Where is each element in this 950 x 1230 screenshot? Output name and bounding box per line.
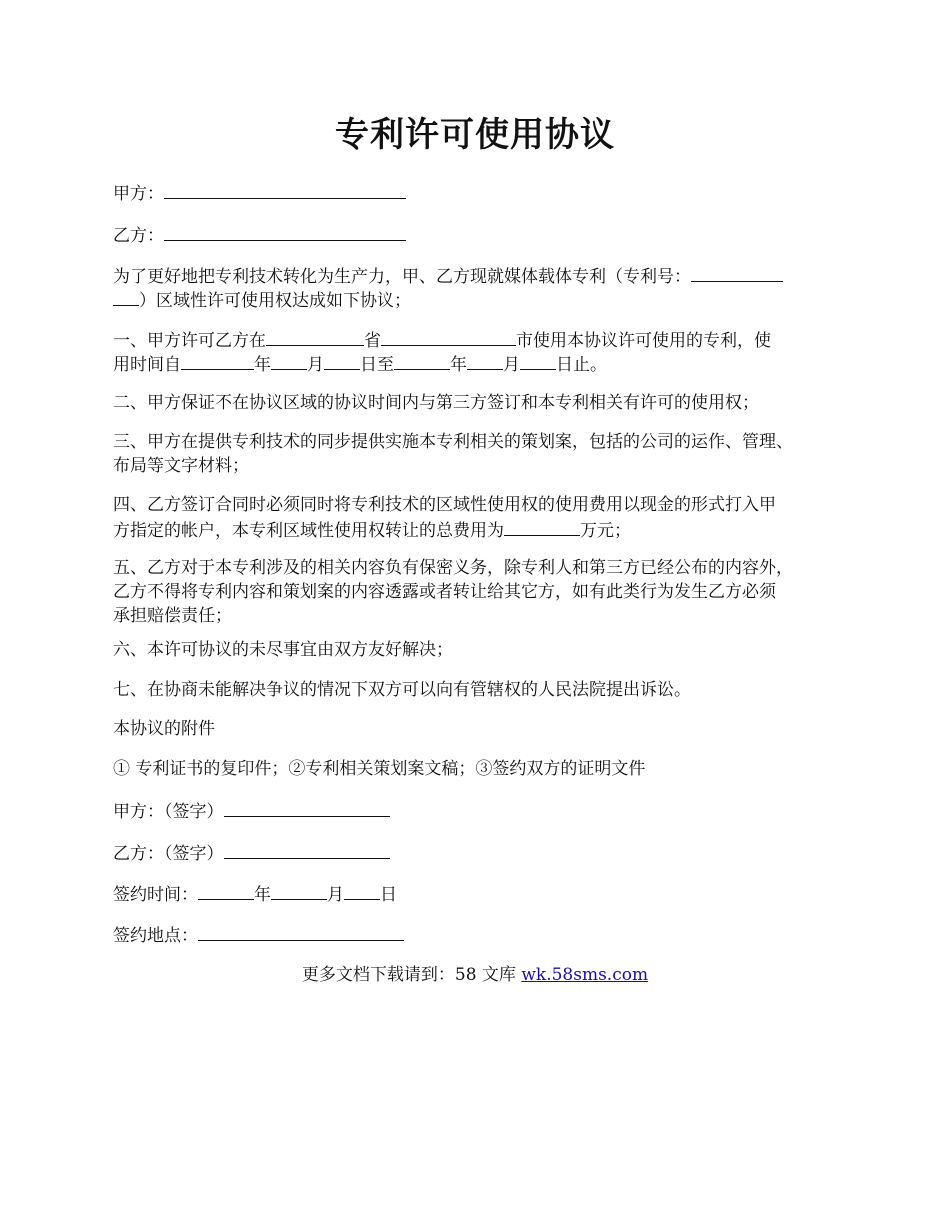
sign-place-line [113, 922, 848, 948]
clause-4-line-1: 四、乙方签订合同时必须同时将专利技术的区域性使用权的使用费用以现金的形式打入甲 [113, 495, 776, 515]
clause-1-text-c: 市使用本协议许可使用的专利，使 [516, 331, 771, 351]
city-blank [381, 327, 516, 346]
start-month-blank [271, 351, 307, 370]
clause-4-text-a: 方指定的帐户，本专利区域性使用权转让的总费用为 [113, 521, 504, 541]
clause-5-line-1: 五、乙方对于本专利涉及的相关内容负有保密义务，除专利人和第三方已经公布的内容外， [113, 558, 793, 578]
intro-text-2: ）区域性许可使用权达成如下协议； [139, 291, 411, 311]
clause-1-year-2: 年 [450, 355, 467, 375]
sign-date-line [113, 881, 848, 907]
clause-1-end: 日止。 [556, 355, 607, 375]
clause-4-line-2 [113, 517, 848, 543]
intro-line-1 [113, 263, 848, 289]
footer [0, 963, 950, 987]
sign-b-line [113, 840, 848, 866]
attachments-list: ① 专利证书的复印件；②专利相关策划案文稿；③签约双方的证明文件 [113, 759, 646, 779]
sign-a-label: 甲方：（签字） [113, 802, 224, 822]
clause-1-year: 年 [254, 355, 271, 375]
sign-year-blank [198, 881, 254, 900]
clause-5-line-3: 承担赔偿责任； [113, 606, 232, 626]
party-b-blank [164, 222, 406, 241]
sign-place-blank [198, 922, 404, 941]
sign-date-day: 日 [380, 885, 397, 905]
patent-number-blank-cont [113, 287, 139, 306]
party-a-blank [164, 180, 406, 199]
sign-a-blank [224, 798, 390, 817]
end-month-blank [467, 351, 503, 370]
footer-text: 更多文档下载请到：58 文库 [301, 965, 522, 985]
end-year-blank [394, 351, 450, 370]
party-b-line [113, 222, 848, 248]
clause-1-day-to: 日至 [360, 355, 394, 375]
sign-b-blank [224, 840, 390, 859]
sign-a-line [113, 798, 848, 824]
end-day-blank [520, 351, 556, 370]
clause-1-text-a: 一、甲方许可乙方在 [113, 331, 266, 351]
party-a-label: 甲方： [113, 184, 164, 204]
document-title: 专利许可使用协议 [335, 115, 615, 155]
start-day-blank [324, 351, 360, 370]
sign-place-label: 签约地点： [113, 926, 198, 946]
patent-number-blank [691, 263, 783, 282]
attachments-heading: 本协议的附件 [113, 719, 215, 739]
clause-4-text-b: 万元； [580, 521, 631, 541]
clause-1-line-2 [113, 351, 848, 377]
province-blank [266, 327, 364, 346]
clause-7: 七、在协商未能解决争议的情况下双方可以向有管辖权的人民法院提出诉讼。 [113, 680, 691, 700]
clause-1-month: 月 [307, 355, 324, 375]
clause-6: 六、本许可协议的未尽事宜由双方友好解决； [113, 640, 453, 660]
sign-date-label: 签约时间： [113, 885, 198, 905]
clause-5-line-2: 乙方不得将专利内容和策划案的内容透露或者转让给其它方，如有此类行为发生乙方必须 [113, 582, 776, 602]
footer-link[interactable]: wk.58sms.com [521, 965, 649, 985]
sign-month-blank [271, 881, 327, 900]
party-a-line [113, 180, 848, 206]
clause-3-line-1: 三、甲方在提供专利技术的同步提供实施本专利相关的策划案，包括的公司的运作、管理、 [113, 432, 793, 452]
party-b-label: 乙方： [113, 226, 164, 246]
intro-line-2 [113, 287, 848, 313]
clause-2: 二、甲方保证不在协议区域的协议时间内与第三方签订和本专利相关有许可的使用权； [113, 393, 759, 413]
sign-date-month: 月 [327, 885, 344, 905]
clause-1-text-b: 省 [364, 331, 381, 351]
clause-1-month-2: 月 [503, 355, 520, 375]
intro-text-1: 为了更好地把专利技术转化为生产力，甲、乙方现就媒体载体专利（专利号： [113, 267, 691, 287]
total-fee-blank [504, 517, 580, 536]
clause-1-line-1 [113, 327, 848, 353]
clause-1-text-d: 用时间自 [113, 355, 181, 375]
sign-b-label: 乙方：（签字） [113, 844, 224, 864]
clause-3-line-2: 布局等文字材料； [113, 456, 249, 476]
start-year-blank [181, 351, 254, 370]
sign-date-year: 年 [254, 885, 271, 905]
sign-day-blank [344, 881, 380, 900]
